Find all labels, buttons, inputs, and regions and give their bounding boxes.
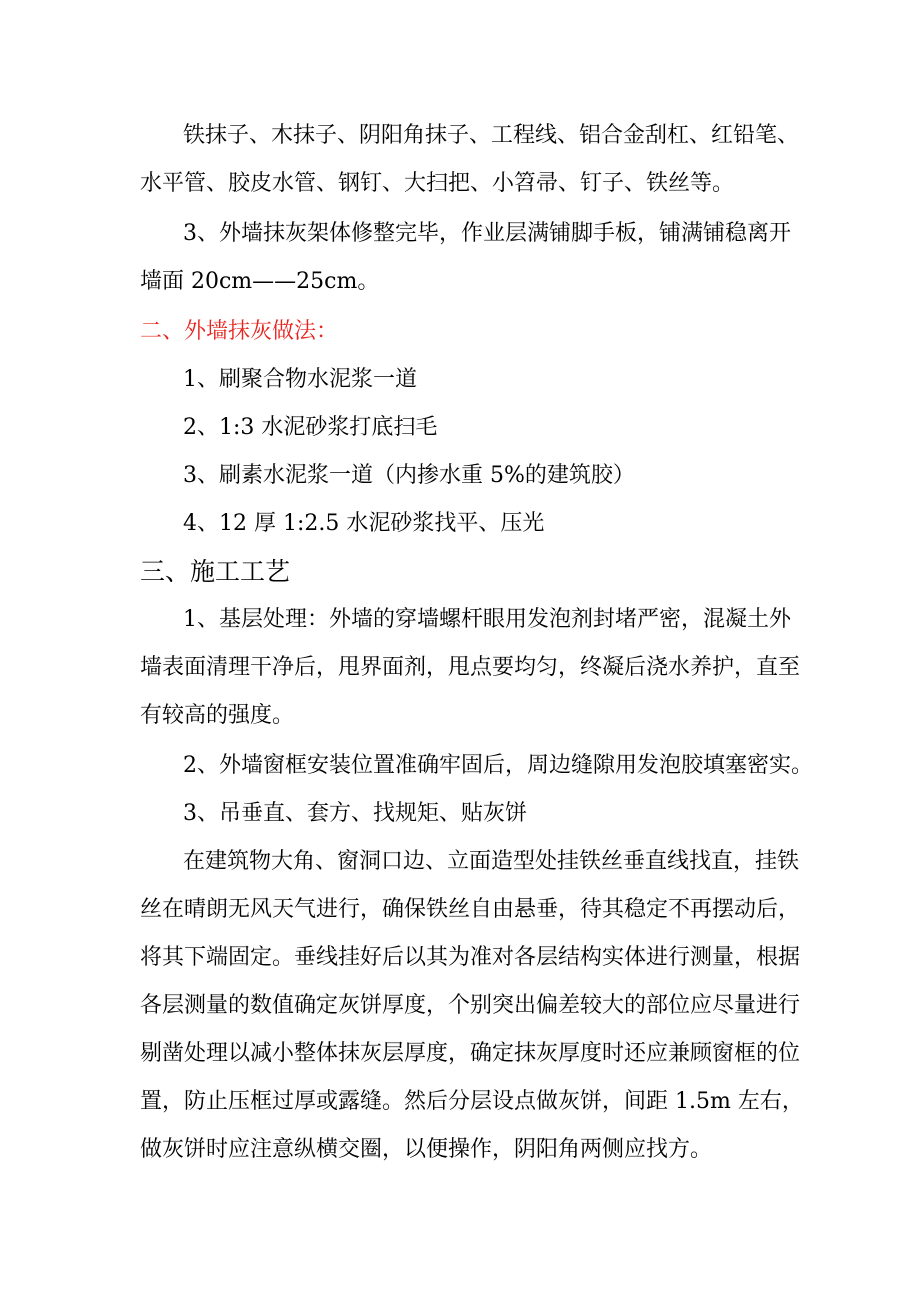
step-3-body-line-7: 做灰饼时应注意纵横交圈，以便操作，阴阳角两侧应找方。	[140, 1137, 713, 1162]
step-3-body-line-6: 置，防止压框过厚或露缝。然后分层设点做灰饼，间距 1.5m 左右，	[140, 1089, 804, 1114]
step-3-body-line-1: 在建筑物大角、窗洞口边、立面造型处挂铁丝垂直线找直，挂铁	[183, 849, 800, 874]
section-2-item-3: 3、刷素水泥浆一道（内掺水重 5%的建筑胶）	[183, 463, 635, 488]
section-3-heading: 三、施工工艺	[140, 557, 291, 586]
step-3-body-line-3: 将其下端固定。垂线挂好后以其为准对各层结构实体进行测量，根据	[140, 945, 801, 970]
tools-line-1: 铁抹子、木抹子、阴阳角抹子、工程线、铝合金刮杠、红铅笔、	[183, 123, 800, 148]
step-1-line-2: 墙表面清理干净后，甩界面剂，甩点要均匀，终凝后浇水养护，直至	[140, 655, 801, 680]
section-2-item-1: 1、刷聚合物水泥浆一道	[183, 367, 417, 392]
step-1-line-3: 有较高的强度。	[140, 703, 295, 728]
step-3-body-line-4: 各层测量的数值确定灰饼厚度，个别突出偏差较大的部位应尽量进行	[140, 993, 801, 1018]
step-3-body-line-5: 剔凿处理以减小整体抹灰层厚度，确定抹灰厚度时还应兼顾窗框的位	[140, 1041, 801, 1066]
step-1-line-1: 1、基层处理：外墙的穿墙螺杆眼用发泡剂封堵严密，混凝土外	[183, 607, 791, 632]
step-3-title: 3、吊垂直、套方、找规矩、贴灰饼	[183, 801, 527, 826]
scaffold-line-1: 3、外墙抹灰架体修整完毕，作业层满铺脚手板，铺满铺稳离开	[183, 221, 791, 246]
section-2-item-4: 4、12 厚 1:2.5 水泥砂浆找平、压光	[183, 511, 545, 536]
scaffold-line-2: 墙面 20cm——25cm。	[140, 269, 380, 294]
step-2-text: 2、外墙窗框安装位置准确牢固后，周边缝隙用发泡胶填塞密实。	[183, 753, 813, 778]
step-3-body-line-2: 丝在晴朗无风天气进行，确保铁丝自由悬垂，待其稳定不再摆动后，	[140, 897, 801, 922]
section-2-heading: 二、外墙抹灰做法：	[140, 319, 339, 344]
tools-line-2: 水平管、胶皮水管、钢钉、大扫把、小笤帚、钉子、铁丝等。	[140, 171, 735, 196]
section-2-item-2: 2、1:3 水泥砂浆打底扫毛	[183, 415, 438, 440]
